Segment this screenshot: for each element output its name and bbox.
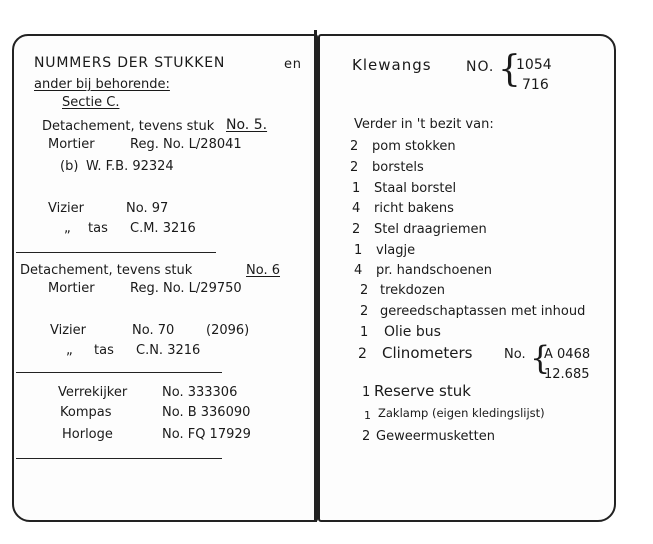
item-text: Olie bus bbox=[384, 324, 441, 340]
item-text: Zaklamp (eigen kledingslijst) bbox=[378, 406, 545, 420]
clinometer-number-1: A 0468 bbox=[544, 347, 591, 362]
equipment-value-2: No. B 336090 bbox=[162, 405, 251, 420]
item-text: trekdozen bbox=[380, 283, 445, 298]
intro-line: Verder in 't bezit van: bbox=[354, 117, 494, 132]
block2-vizier-number: No. 70 bbox=[132, 323, 175, 338]
item-text: Geweermusketten bbox=[376, 429, 495, 444]
heading-line2: ander bij behorende: bbox=[34, 77, 170, 92]
divider-1 bbox=[16, 252, 216, 253]
block1-mortier-label: Mortier bbox=[48, 137, 95, 152]
item-qty: 1 bbox=[354, 243, 363, 258]
block2-tas-label: tas bbox=[94, 343, 114, 358]
item-qty: 2 bbox=[362, 429, 371, 444]
block1-sub-value: W. F.B. 92324 bbox=[86, 159, 174, 174]
block1-tas-label: tas bbox=[88, 221, 108, 236]
item-qty: 1 bbox=[360, 325, 369, 340]
block2-tas-value: C.N. 3216 bbox=[136, 343, 201, 358]
item-text: pom stokken bbox=[372, 139, 456, 154]
item-text: Clinometers bbox=[382, 344, 473, 362]
equipment-label-1: Verrekijker bbox=[58, 385, 128, 400]
clinometer-number-2: 12.685 bbox=[544, 367, 590, 382]
block1-stuk-number: No. 5. bbox=[226, 117, 268, 133]
clinometer-no-label: No. bbox=[504, 347, 526, 362]
block2-mortier-reg: Reg. No. L/29750 bbox=[130, 281, 242, 296]
block2-vizier-extra: (2096) bbox=[206, 323, 250, 338]
block2-stuk-number: No. 6 bbox=[246, 263, 280, 278]
item-qty: 1 bbox=[362, 385, 371, 400]
notebook-spine bbox=[314, 30, 317, 522]
item-qty: 2 bbox=[352, 222, 361, 237]
item-qty: 4 bbox=[352, 201, 361, 216]
item-text: pr. handschoenen bbox=[376, 263, 492, 278]
item-qty: 1 bbox=[364, 409, 371, 422]
block1-tas-mark: „ bbox=[64, 221, 71, 236]
block1-mortier-reg: Reg. No. L/28041 bbox=[130, 137, 242, 152]
klewang-number-1: 1054 bbox=[516, 57, 552, 73]
block1-tas-value: C.M. 3216 bbox=[130, 221, 196, 236]
klewangs-no-label: NO. bbox=[466, 59, 495, 75]
item-text: Reserve stuk bbox=[374, 382, 471, 400]
item-qty: 2 bbox=[350, 139, 359, 154]
item-text: richt bakens bbox=[374, 201, 454, 216]
item-text: borstels bbox=[372, 160, 424, 175]
item-qty: 1 bbox=[352, 181, 361, 196]
block1-sub-prefix: (b) bbox=[60, 159, 79, 174]
item-qty: 2 bbox=[358, 346, 367, 362]
left-page bbox=[12, 34, 318, 522]
item-text: Stel draagriemen bbox=[374, 222, 487, 237]
klewangs-brace: { bbox=[498, 49, 521, 90]
divider-3 bbox=[16, 458, 222, 459]
equipment-value-1: No. 333306 bbox=[162, 385, 238, 400]
equipment-label-2: Kompas bbox=[60, 405, 112, 420]
block2-mortier-label: Mortier bbox=[48, 281, 95, 296]
item-text: vlagje bbox=[376, 243, 416, 258]
item-text: Staal borstel bbox=[374, 181, 457, 196]
equipment-value-3: No. FQ 17929 bbox=[162, 427, 251, 442]
block1-vizier-number: No. 97 bbox=[126, 201, 169, 216]
block1-title: Detachement, tevens stuk bbox=[42, 119, 215, 134]
item-qty: 2 bbox=[360, 304, 369, 319]
right-page bbox=[318, 34, 616, 522]
item-qty: 2 bbox=[360, 283, 369, 298]
heading-line1: NUMMERS DER STUKKEN bbox=[34, 55, 226, 71]
block1-vizier-label: Vizier bbox=[48, 201, 84, 216]
klewang-number-2: 716 bbox=[522, 77, 549, 93]
equipment-label-3: Horloge bbox=[62, 427, 113, 442]
block2-tas-mark: „ bbox=[66, 343, 73, 358]
item-text: gereedschaptassen met inhoud bbox=[380, 304, 586, 319]
item-qty: 2 bbox=[350, 160, 359, 175]
clinometer-brace: { bbox=[530, 339, 551, 377]
klewangs-label: Klewangs bbox=[352, 56, 432, 74]
heading-line1-suffix: en bbox=[284, 57, 302, 72]
section-label: Sectie C. bbox=[62, 95, 120, 110]
block2-title: Detachement, tevens stuk bbox=[20, 263, 193, 278]
block2-vizier-label: Vizier bbox=[50, 323, 86, 338]
divider-2 bbox=[16, 372, 222, 373]
item-qty: 4 bbox=[354, 263, 363, 278]
